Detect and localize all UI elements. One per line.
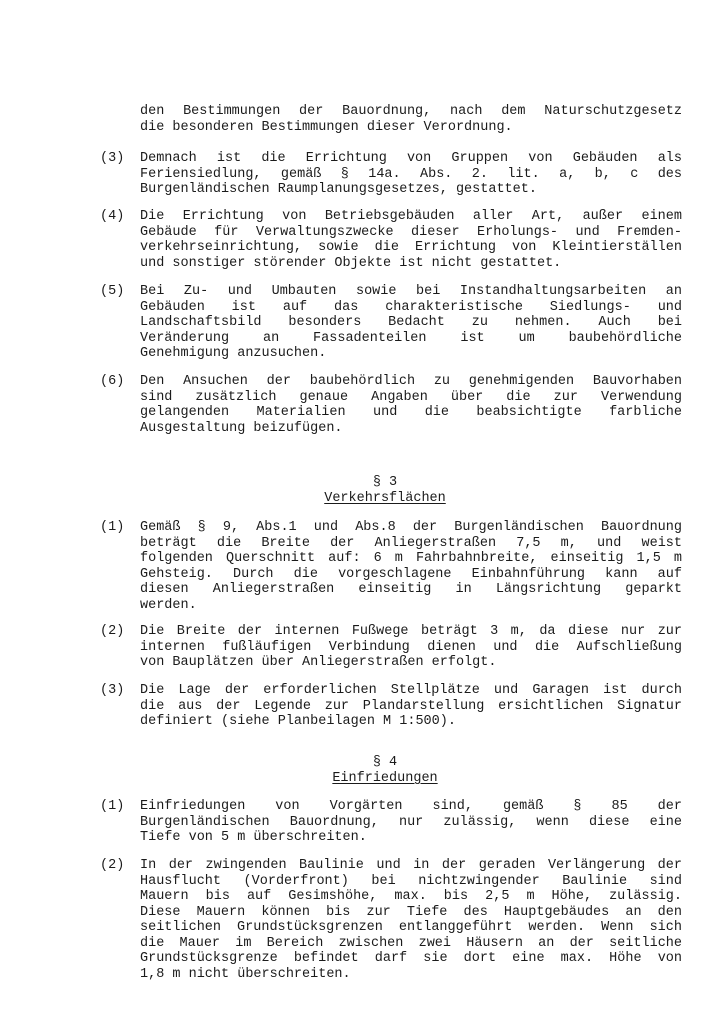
text-line: Gebäuden ist auf das charakteristische Siedlungs- und (140, 299, 682, 315)
text-line: die Mauer im Bereich zwischen zwei Häusern an der seitliche (140, 935, 682, 951)
paragraph-number: (3) (100, 683, 125, 698)
text-line: Die Breite der internen Fußwege beträgt 3 m, da diese nur zur (140, 624, 682, 639)
section-title-text: Einfriedungen (332, 771, 438, 786)
text-line: den Bestimmungen der Bauordnung, nach dem Naturschutzgesetz (140, 104, 682, 119)
text-line: Die Lage der erforderlichen Stellplätze und Garagen ist durch (140, 683, 682, 698)
text-line: Burgenländischen Bauordnung, nur zulässig, wenn diese eine (140, 814, 682, 830)
text-line: die aus der Legende zur Plandarstellung ersichtlichen Signatur (140, 698, 682, 714)
paragraph-number: (6) (100, 374, 125, 389)
section-4-number: § 4 (372, 755, 398, 770)
section-4-title (0, 771, 724, 787)
text-line: von Bauplätzen über Anliegerstraßen erfolgt. (140, 655, 497, 670)
text-line: Bei Zu- und Umbauten sowie bei Instandhaltungsarbeiten an (140, 284, 682, 299)
text-line: Die Errichtung von Betriebsgebäuden aller Art, außer einem (140, 209, 682, 224)
text-line: Ausgestaltung beizufügen. (140, 420, 343, 436)
section-title-text: Verkehrsflächen (324, 491, 446, 506)
text-line: Landschaftsbild besonders Bedacht zu nehmen. Auch bei (140, 315, 682, 330)
text-line: folgenden Querschnitt auf: 6 m Fahrbahnbreite, einseitig 1,5 m (140, 551, 682, 566)
text-line: gelangenden Materialien und die beabsichtigte farbliche (140, 405, 682, 420)
text-line: werden. (140, 597, 197, 613)
text-line: und sonstiger störender Objekte ist nicht gestattet. (140, 255, 562, 271)
text-line: Gemäß § 9, Abs.1 und Abs.8 der Burgenländischen Bauordnung (140, 520, 682, 535)
text-line: Feriensiedlung, gemäß § 14a. Abs. 2. lit. a, b, c des (140, 166, 682, 182)
text-line: verkehrseinrichtung, sowie die Errichtung von Kleintierställen (140, 240, 682, 255)
text-line: Gebäude für Verwaltungszwecke dieser Erholungs- und Fremden- (140, 224, 682, 240)
text-line: Demnach ist die Errichtung von Gruppen von Gebäuden als (140, 151, 682, 166)
text-line: Genehmigung anzusuchen. (140, 346, 327, 361)
text-line: Hausflucht (Vorderfront) bei nichtzwingender Baulinie sind (140, 873, 682, 889)
paragraph-number: (2) (100, 858, 125, 873)
text-line: seitlichen Grundstücksgrenzen entlanggeführt werden. Wenn sich (140, 920, 682, 935)
paragraph-number: (1) (100, 799, 125, 814)
paragraph-number: (5) (100, 284, 125, 299)
text-line: internen fußläufigen Verbindung dienen und die Aufschließung (140, 639, 682, 655)
paragraph-number: (2) (100, 624, 125, 639)
text-line: Grundstücksgrenze befindet darf sie dort eine max. Höhe von (140, 951, 682, 966)
text-line: 1,8 m nicht überschreiten. (140, 966, 351, 982)
paragraph-number: (1) (100, 520, 125, 535)
section-3-number: § 3 (372, 475, 398, 490)
text-line: beträgt die Breite der Anliegerstraßen 7,5 m, und weist (140, 535, 682, 551)
text-line: sind zusätzlich genaue Angaben über die zur Verwendung (140, 389, 682, 405)
text-line: die besonderen Bestimmungen dieser Verordnung. (140, 119, 513, 135)
text-line: Einfriedungen von Vorgärten sind, gemäß § 85 der (140, 799, 682, 814)
text-line: Den Ansuchen der baubehördlich zu genehmigenden Bauvorhaben (140, 374, 682, 389)
text-line: Veränderung an Fassadenteilen ist um baubehördliche (140, 330, 682, 346)
text-line: Mauern bis auf Gesimshöhe, max. bis 2,5 m Höhe, zulässig. (140, 889, 682, 904)
text-line: definiert (siehe Planbeilagen M 1:500). (140, 714, 456, 729)
text-line: Tiefe von 5 m überschreiten. (140, 830, 367, 845)
paragraph-number: (3) (100, 151, 125, 166)
text-line: Burgenländischen Raumplanungsgesetzes, gestattet. (140, 182, 537, 197)
text-line: Diese Mauern können bis zur Tiefe des Hauptgebäudes an den (140, 904, 682, 920)
text-line: In der zwingenden Baulinie und in der geraden Verlängerung der (140, 858, 682, 873)
text-line: Gehsteig. Durch die vorgeschlagene Einbahnführung kann auf (140, 566, 682, 582)
text-line: diesen Anliegerstraßen einseitig in Längsrichtung geparkt (140, 582, 682, 597)
paragraph-number: (4) (100, 209, 125, 224)
section-3-title (0, 491, 724, 507)
